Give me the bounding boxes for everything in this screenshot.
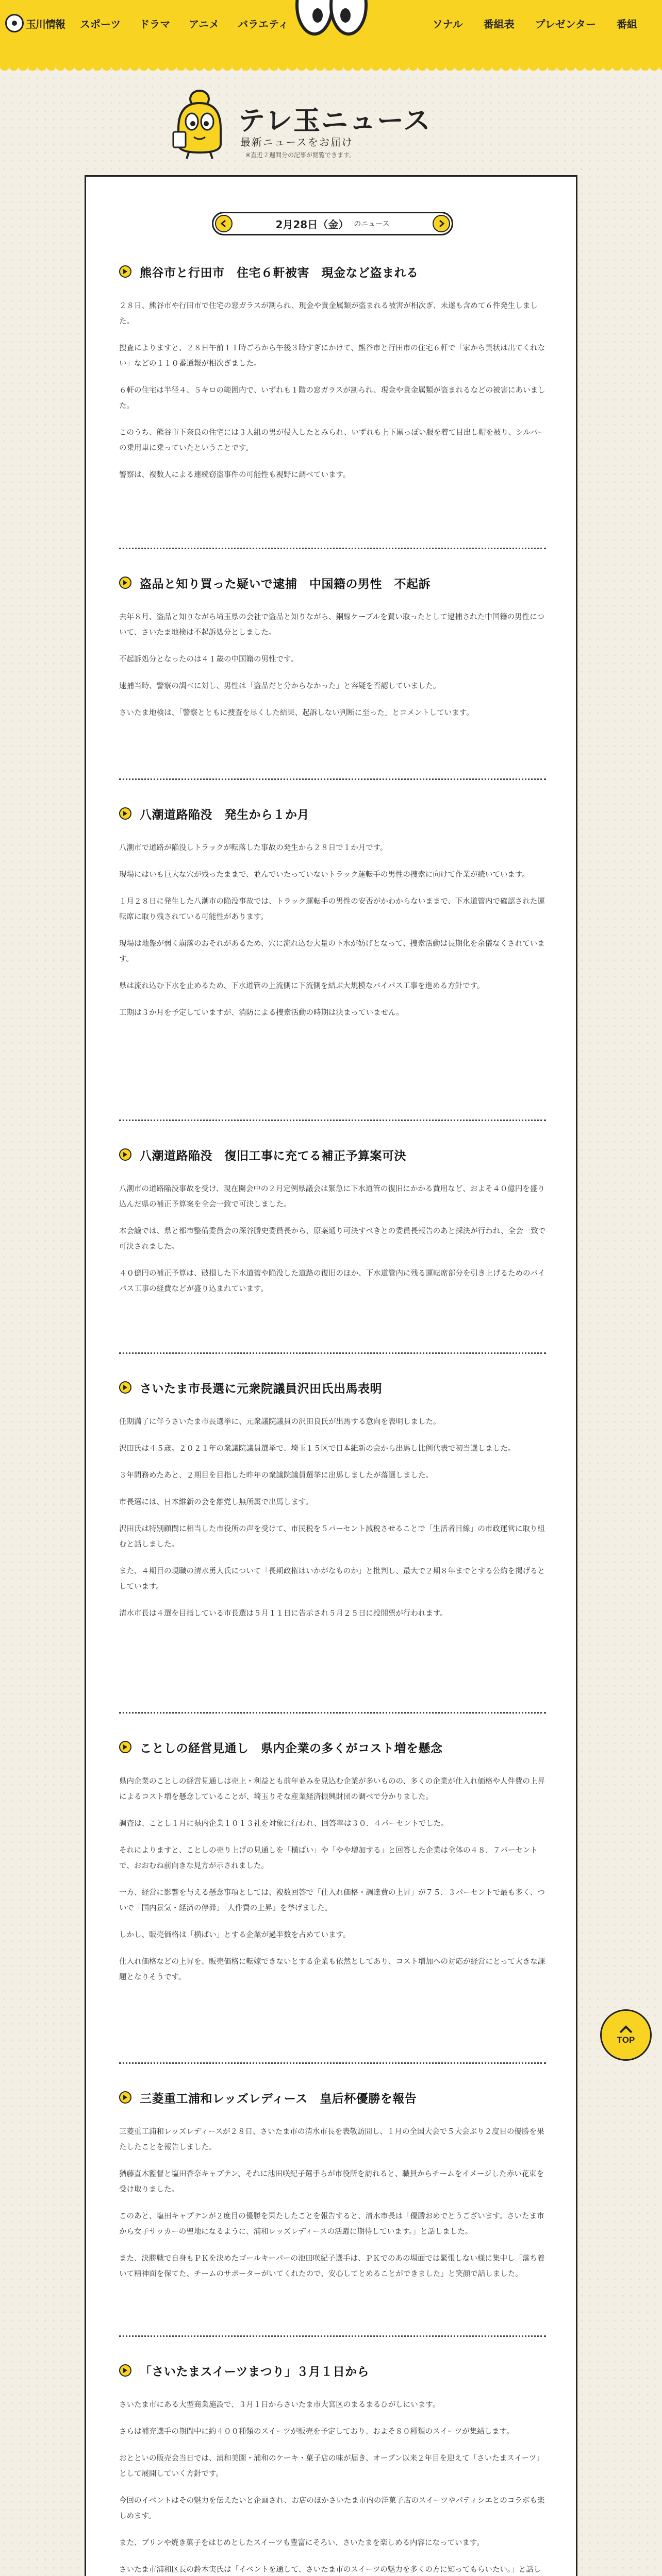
next-date-button[interactable] [433,215,450,232]
article-paragraph: ４０億円の補正予算は、破損した下水道管や陥没した道路の復旧のほか、下水道管内に残る運転席部分を引き上げるためのバイパス工事の経費などが盛り込まれています。 [119,1269,545,1293]
article-paragraph: 現場にはいも巨大な穴が残ったままで、並んでいたっていないトラック運転手の男性の捜索に向けて作業が続いています。 [119,871,529,879]
article-title: 盗品と知り買った疑いで逮捕 中国籍の男性 不起訴 [140,577,431,591]
article-title: 八潮道路陥没 復旧工事に充てる補正予算案可決 [140,1149,406,1163]
date-suffix: のニュース [354,220,390,228]
mascot-character-icon [171,88,228,160]
bullet-arrow-icon [119,265,131,278]
article-paragraph: ６軒の住宅は半径４、５キロの範囲内で、いずれも１階の窓ガラスが割られ、現金や貴金属類が盗まれるなどの被害にあいました。 [119,386,545,410]
article-paragraph: 本会議では、県と都市整備委員会の深谷勝史委員長から、原案通り可決すべきとの委員長報告のあと採決が行われ、全会一致で可決されました。 [119,1227,546,1251]
chevron-right-icon [438,220,445,227]
article-paragraph: １月２８日に発生した八潮市の陥没事故では、トラック運転手の男性の安否がかわからないままで、下水道管内で確認された運転席に取り残されている可能性があります。 [119,897,545,921]
article-paragraph: おとといの販売会当日では、浦和美園・浦和のケーキ・菓子店の味が届き、オープン以来２年目を迎えて「さいたまスイーツ」として展開していく方針です。 [119,2454,544,2478]
article-paragraph: また、プリンや焼き菓子をはじめとしたスイーツも豊富にそろい、さいたまを楽しめる内容になっています。 [119,2539,484,2547]
article-paragraph: このあと、塩田キャプテンが２度目の優勝を果たしたことを報告すると、清水市長は「優勝おめでとうございます。さいたま市から女子サッカーの聖地になるように、浦和レッズレディースの活躍に期待しています。」と話しました。 [119,2212,544,2236]
article-title: 三菱重工浦和レッズレディース 皇后杯優勝を報告 [140,2092,417,2106]
bullet-arrow-icon [119,1381,131,1394]
news-article [119,2088,546,2293]
news-article [119,1378,546,1633]
article-divider [119,2335,546,2337]
chevron-up-icon [619,2025,633,2034]
news-article [119,1145,546,1308]
article-paragraph: 三菱重工浦和レッズレディースが２８日、さいたま市の清水市長を表敬訪問し、１月の全国大会で５大会ぶり２度目の優勝を果たしたことを報告しました。 [119,2128,544,2151]
article-paragraph: 市長選には、日本維新の会を離党し無所属で出馬します。 [119,1498,313,1506]
nav-item-presenter[interactable]: プレゼンター [535,19,596,30]
bullet-arrow-icon [119,1148,131,1161]
news-article [119,2361,546,2576]
article-divider [119,1120,546,1121]
news-article [119,573,546,732]
page-title: テレ玉ニュース [238,106,432,136]
article-paragraph: 猶藤直木監督と塩田香奈キャプテン、それに池田咲紀子選手らが市役所を訪れると、職員からチームをイメージした赤い花束を受け取りました。 [119,2170,544,2194]
bullet-arrow-icon [119,2091,131,2104]
article-paragraph: 仕入れ価格などの上昇を、販売価格に転嫁できないとする企業も依然としてあり、コスト増加への対応が経営にとって大きな課題となりそうです。 [119,1958,545,1981]
article-paragraph: 工期は３か月を予定していますが、消防による捜索活動の時期は決まっていません。 [119,1009,404,1017]
article-paragraph: 警察は、複数人による連続窃盗事件の可能性も視野に調べています。 [119,471,351,479]
article-paragraph: 沢田氏は特別顧問に相当した市役所の声を受けて、市民税を５パーセント減税させることで「生活者目線」の市政運営に取り組むと話しました。 [119,1525,545,1549]
logo-text: 玉川情報 [26,19,65,30]
article-paragraph: 八潮市で道路が陥没しトラックが転落した事故の発生から２８日で１か月です。 [119,844,388,852]
article-paragraph: さいたま地検は、「警察とともに捜査を尽くした結果、起訴しない判断に至った」とコメントしています。 [119,709,474,717]
back-to-top-button[interactable] [600,2009,652,2061]
article-divider [119,1352,546,1354]
article-divider [119,1712,546,1714]
article-divider [119,778,546,780]
article-paragraph: 一方、経営に影響を与える懸念事項としては、複数回答で「仕入れ価格・調達費の上昇」が７５．３パーセントで最も多く、ついで「国内景気・経済の停滞」「人件費の上昇」を挙げました。 [119,1889,545,1912]
article-paragraph: さらは補充選手の期間中に約４００種類のスイーツが販売を予定しており、およそ８０種類のスイーツが集結します。 [119,2428,514,2436]
article-paragraph: 県内企業のことしの経営見通しは売上・利益とも前年並みを見込む企業が多いものの、多くの企業が仕入れ価格や人件費の上昇によるコスト増を懸念していることが、埼玉りそな産業経済振興財団の調べで分かりました。 [119,1777,545,1801]
article-paragraph: さいたま市にある大型商業施設で、３月１日からさいたま市大宮区のまるまるひがしにいます。 [119,2401,440,2409]
nav-item-sports[interactable]: スポーツ [80,19,121,30]
main-nav-right [433,15,637,31]
article-divider [119,2062,546,2064]
article-paragraph: 調査は、ことし１月に県内企業１０１３社を対象に行われ、回答率は３０．４パーセントでした。 [119,1820,449,1828]
article-paragraph: また、決勝戦で自身もＰＫを決めたゴールキーパーの池田咲紀子選手は、ＰＫでのあの場面では緊張しない様に集中し「落ち着いて精神面を保てた、チームのサポーターがいてくれたので、安心してとめることができました」と笑顔で話しました。 [119,2255,545,2278]
nav-item-drama[interactable]: ドラマ [139,19,171,30]
news-article [119,804,546,1032]
article-paragraph: 県は流れ込む下水を止めるため、下水道管の上流側に下流側を結ぶ大規模なバイパス工事を進める方針です。 [119,982,485,990]
mascot-eyes-icon [293,0,370,36]
article-paragraph: 任期満了に伴うさいたま市長選挙に、元衆議院議員の沢田良氏が出馬する意向を表明しました。 [119,1418,441,1426]
archive-note: ※直近２週間分の記事が閲覧できます。 [245,151,356,159]
nav-item-anime[interactable]: アニメ [189,19,220,30]
bullet-arrow-icon [119,577,131,589]
page-subtitle: 最新ニュースをお届け [240,136,353,148]
article-paragraph: さいたま市浦和区長の鈴木実氏は「イベントを通して、さいたま市のスイーツの魅力を多くの方に知ってもらいたい。」と話し [119,2566,541,2574]
back-to-top-label: TOP [617,2035,635,2045]
bullet-arrow-icon [119,2364,131,2377]
news-card [85,175,577,2576]
logo-eye-icon [5,14,24,32]
news-hero [0,88,662,165]
article-paragraph: ３年間務めたあと、２期目を目指した昨年の衆議院議員選挙に出馬しましたが落選しました。 [119,1471,433,1480]
article-paragraph: 去年８月、盗品と知りながら埼玉県の会社で盗品と知りながら、銅線ケーブルを買い取ったとして逮捕された中国籍の男性について、さいたま地検は不起訴処分としました。 [119,613,544,637]
site-logo[interactable] [5,13,66,33]
nav-item-program-guide[interactable]: 番組表 [483,19,515,30]
article-paragraph: 不起訴処分となったのは４１歳の中国籍の男性です。 [119,655,298,664]
news-article [119,262,546,494]
article-paragraph: また、４期目の現職の清水勇人氏について「長期政権はいかがなものか」と批判し、最大で２期８年までとする公約を掲げるとしています。 [119,1567,545,1591]
article-paragraph: 捜査によりますと、２８日午前１１時ごろから午後３時すぎにかけて、熊谷市と行田市の住宅６軒で「家から異状は出てくれない」などの１１０番通報が相次ぎました。 [119,344,545,368]
article-paragraph: 清水市長は４選を目指している市長選は５月１１日に告示され５月２５日に投開票が行われます。 [119,1609,448,1618]
article-paragraph: 今回のイベントはその魅力を伝えたいと企画され、お店のほかさいたま市内の洋菓子店のスイーツやパティシエとのコラボも楽しめます。 [119,2497,545,2520]
article-paragraph: 八潮市の道路陥没事故を受け、現在開会中の２月定例県議会は緊急に下水道管の復旧にかかる費用など、およそ４０億円を盛り込んだ県の補正予算案を全会一致で可決しました。 [119,1185,545,1209]
selected-date: 2月28日（金） [275,218,349,231]
bullet-arrow-icon [119,1741,131,1753]
article-paragraph: ２８日、熊谷市や行田市で住宅の窓ガラスが割られ、現金や貴金属類が盗まれる被害が相次ぎ、未遂も含めて６件発生しました。 [119,302,538,326]
article-paragraph: 現場は地盤が弱く崩落のおそれがあるため、穴に流れ込む大量の下水が妨げとなって、捜索活動は長期化を余儀なくされています。 [119,940,545,963]
prev-date-button[interactable] [215,215,233,232]
article-paragraph: このうち、熊谷市下奈良の住宅には３人組の男が侵入したとみられ、いずれも上下黒っぽい服を着て目出し帽を被り、シルバーの乗用車に乗っていたということです。 [119,429,545,452]
date-selector [212,212,453,235]
article-paragraph: 沢田氏は４５歳。２０２１年の衆議院議員選挙で、埼玉１５区で日本維新の会から出馬し比例代表で初当選しました。 [119,1445,516,1453]
article-paragraph: しかし、販売価格は「横ばい」とする企業が過半数を占めています。 [119,1931,351,1939]
nav-item-variety[interactable]: バラエティ [238,19,289,30]
article-title: ことしの経営見通し 県内企業の多くがコスト増を懸念 [140,1741,443,1755]
nav-item-programs[interactable]: 番組 [617,19,637,30]
nav-item-personality[interactable]: ソナル [432,19,463,30]
bullet-arrow-icon [119,807,131,820]
article-divider [119,548,546,549]
news-article [119,1738,546,1996]
article-title: 熊谷市と行田市 住宅６軒被害 現金など盗まれる [140,266,419,280]
site-header [0,0,662,67]
article-paragraph: それによりますと、ことしの売り上げの見通しを「横ばい」や「やや増加する」と回答した企業は全体の４８．７パーセントで、おおむね前向きな見方が示されました。 [119,1846,538,1870]
chevron-left-icon [220,220,227,227]
article-title: 八潮道路陥没 発生から１か月 [140,808,309,822]
main-nav-left [80,15,289,31]
article-title: 「さいたまスイーツまつり」３月１日から [140,2365,370,2379]
article-title: さいたま市長選に元衆院議員沢田氏出馬表明 [140,1382,382,1396]
article-paragraph: 逮捕当時、警察の調べに対し、男性は「盗品だと分からなかった」と容疑を否認していました。 [119,682,441,690]
